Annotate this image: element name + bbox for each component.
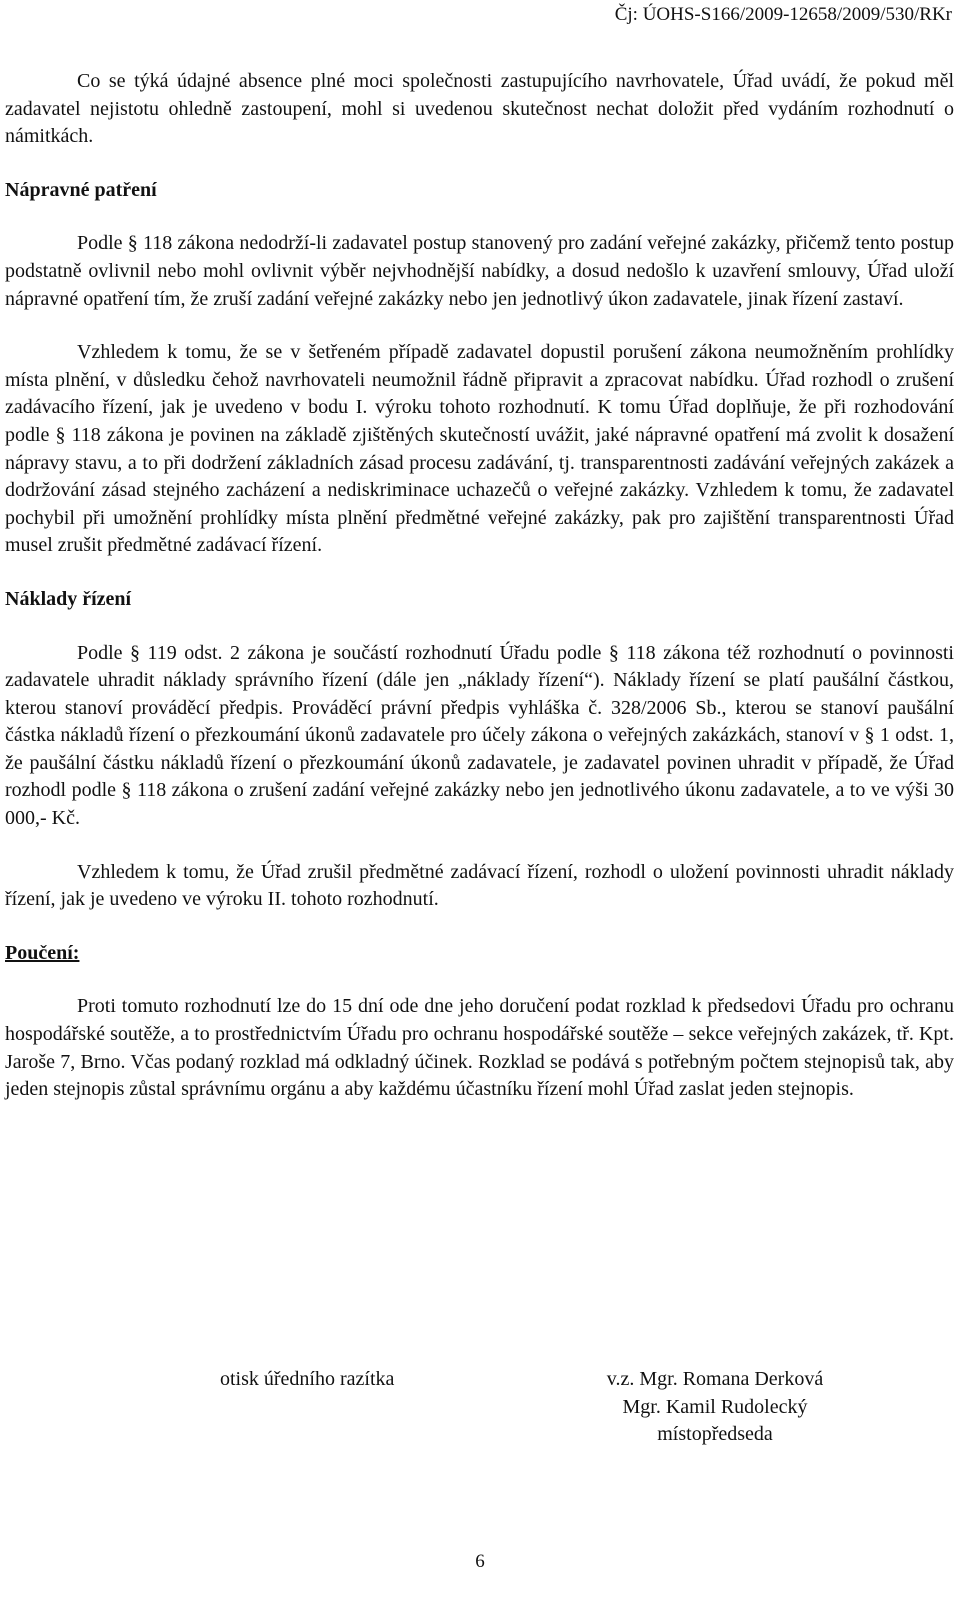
signatory-title: místopředseda [657,1423,773,1446]
heading-proceeding-costs: Náklady řízení [5,587,132,610]
document-reference: Čj: ÚOHS-S166/2009-12658/2009/530/RKr [614,4,952,25]
page-number: 6 [475,1551,485,1572]
paragraph-power-of-attorney: Co se týká údajné absence plné moci společnosti zastupujícího navrhovatele, Úřad uvádí, že pokud měl zadavatel nejistotu ohledně zastoupení, mohl si uvedenou skutečnost nechat doložit před vydáním rozhodnutí o námitkách. [5,70,954,148]
stamp-placeholder: otisk úředního razítka [220,1368,395,1390]
heading-instruction [5,940,954,968]
signatory [540,1366,890,1449]
heading-remedial-measure: Nápravné patření [5,178,157,201]
signature-block [0,1366,960,1456]
paragraph-section-118: Podle § 118 zákona nedodrží-li zadavatel postup stanovený pro zadání veřejné zakázky, přičemž tento postup podstatně ovlivnil nebo mohl ovlivnit výběr nejvhodnější nabídky, a dosud nedošlo k uzavření smlouvy, Úřad uloží nápravné opatření tím, že zruší zadání veřejné zakázky nebo jen jednotlivý úkon zadavatele, jinak řízení zastaví. [5,232,954,310]
document-body [5,68,954,1104]
paragraph-costs-decision: Vzhledem k tomu, že Úřad zrušil předmětné zadávací řízení, rozhodl o uložení povinnosti uhradit náklady řízení, jak je uvedeno ve výroku II. tohoto rozhodnutí. [5,860,954,911]
paragraph-section-119: Podle § 119 odst. 2 zákona je součástí rozhodnutí Úřadu podle § 118 zákona též rozhodnutí o povinnosti zadavatele uhradit náklady správního řízení (dále jen „náklady řízení“). Náklady řízení se platí paušální částkou, kterou stanoví prováděcí předpis. Prováděcí právní předpis vyhláška č. 328/2006 Sb., kterou se stanoví paušální částka nákladů řízení o přezkoumání úkonů zadavatele pro účely zákona o veřejných zakázkách, stanoví v § 1 odst. 1, že paušální částku nákladů řízení o přezkoumání úkonů zadavatele, je zadavatel povinen uhradit v případě, že Úřad rozhodl podle § 118 zákona o zrušení zadání veřejné zakázky nebo jen jednotlivého úkonu zadavatele, a to ve výši 30 000,- Kč. [5,641,954,830]
paragraph-cancellation-reasoning: Vzhledem k tomu, že se v šetřeném případě zadavatel dopustil porušení zákona neumožněním prohlídky místa plnění, v důsledku čehož navrhovateli neumožnil řádně připravit a zpracovat nabídku. Úřad rozhodl o zrušení zadávacího řízení, jak je uvedeno v bodu I. výroku tohoto rozhodnutí. K tomu Úřad doplňuje, že při rozhodování podle § 118 zákona je povinen na základě zjištěných skutečností uvážit, jaké nápravné opatření má zvolit k dosažení nápravy stavu, a to při dodržení základních zásad procesu zadávání, tj. transparentnosti zadávání veřejných zakázek a dodržování zásad stejného zacházení a nediskriminace uchazečů o veřejné zakázky. Vzhledem k tomu, že zadavatel pochybil při umožnění prohlídky místa plnění předmětné veřejné zakázky, pak pro zajištění transparentnosti Úřad musel zrušit předmětné zadávací řízení. [5,341,954,557]
paragraph-appeal-instruction: Proti tomuto rozhodnutí lze do 15 dní ode dne jeho doručení podat rozklad k předsedovi Úřadu pro ochranu hospodářské soutěže, a to prostřednictvím Úřadu pro ochranu hospodářské soutěže – sekce veřejných zakázek, tř. Kpt. Jaroše 7, Brno. Včas podaný rozklad má odkladný účinek. Rozklad se podává s potřebným počtem stejnopisů tak, aby jeden stejnopis zůstal správnímu orgánu a aby každému účastníku řízení mohl Úřad zaslat jeden stejnopis. [5,995,954,1101]
signatory-name: Mgr. Kamil Rudolecký [622,1395,808,1418]
heading-instruction-label: Poučení: [5,941,80,964]
signatory-line-1: v.z. Mgr. Romana Derková [606,1368,824,1390]
